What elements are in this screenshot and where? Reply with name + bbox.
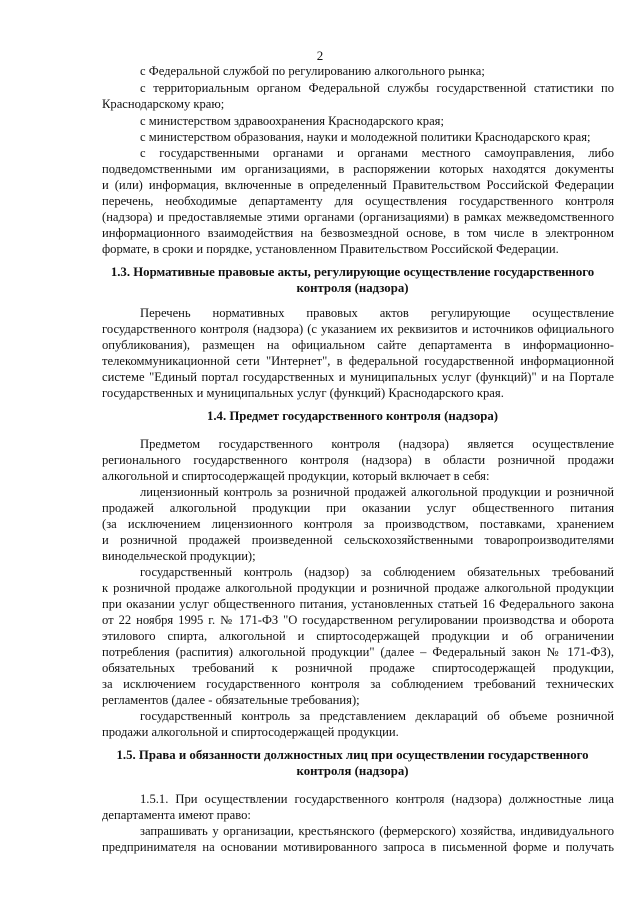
- text-line: с государственными органами и органами местного самоуправления, либо: [140, 146, 614, 160]
- text-line: регионального государственного контроля (надзора) в области розничной продажи: [102, 453, 614, 467]
- text-line: подведомственными им организациями, в распоряжении которых находятся документы: [102, 162, 614, 176]
- text-line: алкогольной и спиртосодержащей продукции, который включает в себя:: [102, 469, 490, 483]
- section-heading: контроля (надзора): [296, 281, 409, 295]
- text-line: 1.5.1. При осуществлении государственного контроля (надзора) должностные лица: [140, 792, 614, 806]
- text-line: государственный контроль за представлением деклараций об объеме розничной: [140, 709, 614, 723]
- text-line: этилового спирта, алкогольной и спиртосодержащей продукции и об ограничении: [102, 629, 614, 643]
- text-line: лицензионный контроль за розничной продажей алкогольной продукции и розничной: [140, 485, 614, 499]
- text-line: телекоммуникационной сети "Интернет", в федеральной государственной информационной: [102, 354, 614, 368]
- text-line: и (или) информация, включенные в определенный Правительством Российской Федерации: [102, 178, 614, 192]
- text-line: регламентов (далее - обязательные требования);: [102, 693, 360, 707]
- text-line: потребления (распития) алкогольной продукции" (далее – Федеральный закон № 171-ФЗ),: [102, 645, 614, 659]
- section-heading: 1.4. Предмет государственного контроля (надзора): [206, 409, 499, 423]
- text-line: с министерством здравоохранения Краснодарского края;: [140, 114, 444, 128]
- text-line: и розничной продажей произведенной сельскохозяйственными товаропроизводителями: [102, 533, 614, 547]
- text-line: Перечень нормативных правовых актов регулирующие осуществление: [140, 306, 614, 320]
- section-heading: 1.3. Нормативные правовые акты, регулирующие осуществление государственного: [110, 265, 595, 279]
- text-line: при оказании услуг общественного питания, установленных статьей 16 Федерального закона: [102, 597, 614, 611]
- text-line: винодельческой продукции);: [102, 549, 256, 563]
- section-heading: 1.5. Права и обязанности должностных лиц при осуществлении государственного: [116, 748, 589, 762]
- text-line: к розничной продаже алкогольной продукции и розничной продаже алкогольной продукции: [102, 581, 614, 595]
- text-line: государственный контроль (надзор) за соблюдением обязательных требований: [140, 565, 614, 579]
- text-line: системе "Единый портал государственных и муниципальных услуг (функций)" и на Портале: [102, 370, 614, 384]
- text-line: государственных и муниципальных услуг (функций) Краснодарского края.: [102, 386, 504, 400]
- text-line: предпринимателя на основании мотивированного запроса в письменной форме и получать: [102, 840, 614, 854]
- text-line: Предметом государственного контроля (надзора) является осуществление: [140, 437, 614, 451]
- text-line: Краснодарскому краю;: [102, 97, 225, 111]
- text-line: продажей алкогольной продукции при оказании услуг общественного питания: [102, 501, 614, 515]
- text-line: с Федеральной службой по регулированию алкогольного рынка;: [140, 64, 485, 78]
- section-heading: контроля (надзора): [296, 764, 409, 778]
- text-line: опубликования), размещен на официальном сайте департамента в информационно-: [102, 338, 614, 352]
- text-line: с территориальным органом Федеральной службы государственной статистики по: [140, 81, 614, 95]
- page-number: 2: [316, 48, 324, 63]
- text-line: запрашивать у организации, крестьянского (фермерского) хозяйства, индивидуального: [140, 824, 614, 838]
- text-line: перечень, необходимые департаменту для осуществления государственного контроля: [102, 194, 614, 208]
- text-line: за исключением государственного контроля за соблюдением требований технических: [102, 677, 614, 691]
- text-line: формате, в сроки и порядке, установленном Правительством Российской Федерации.: [102, 242, 559, 256]
- text-line: (за исключением лицензионного контроля за производством, поставками, хранением: [102, 517, 614, 531]
- text-line: (надзора) и предоставляемые этими органами (организациями) в рамках межведомственного: [102, 210, 614, 224]
- text-line: от 22 ноября 1995 г. № 171-ФЗ "О государственном регулировании производства и оборота: [102, 613, 614, 627]
- text-line: с министерством образования, науки и молодежной политики Краснодарского края;: [140, 130, 591, 144]
- text-line: обязательных требований к розничной продаже спиртосодержащей продукции,: [102, 661, 614, 675]
- text-line: департамента имеют право:: [102, 808, 251, 822]
- text-line: продажи алкогольной и спиртосодержащей продукции.: [102, 725, 399, 739]
- text-line: государственного контроля (надзора) (с указанием их реквизитов и источников официального: [102, 322, 614, 336]
- text-line: информационного взаимодействия на безвозмездной основе, в том числе в электронном: [102, 226, 614, 240]
